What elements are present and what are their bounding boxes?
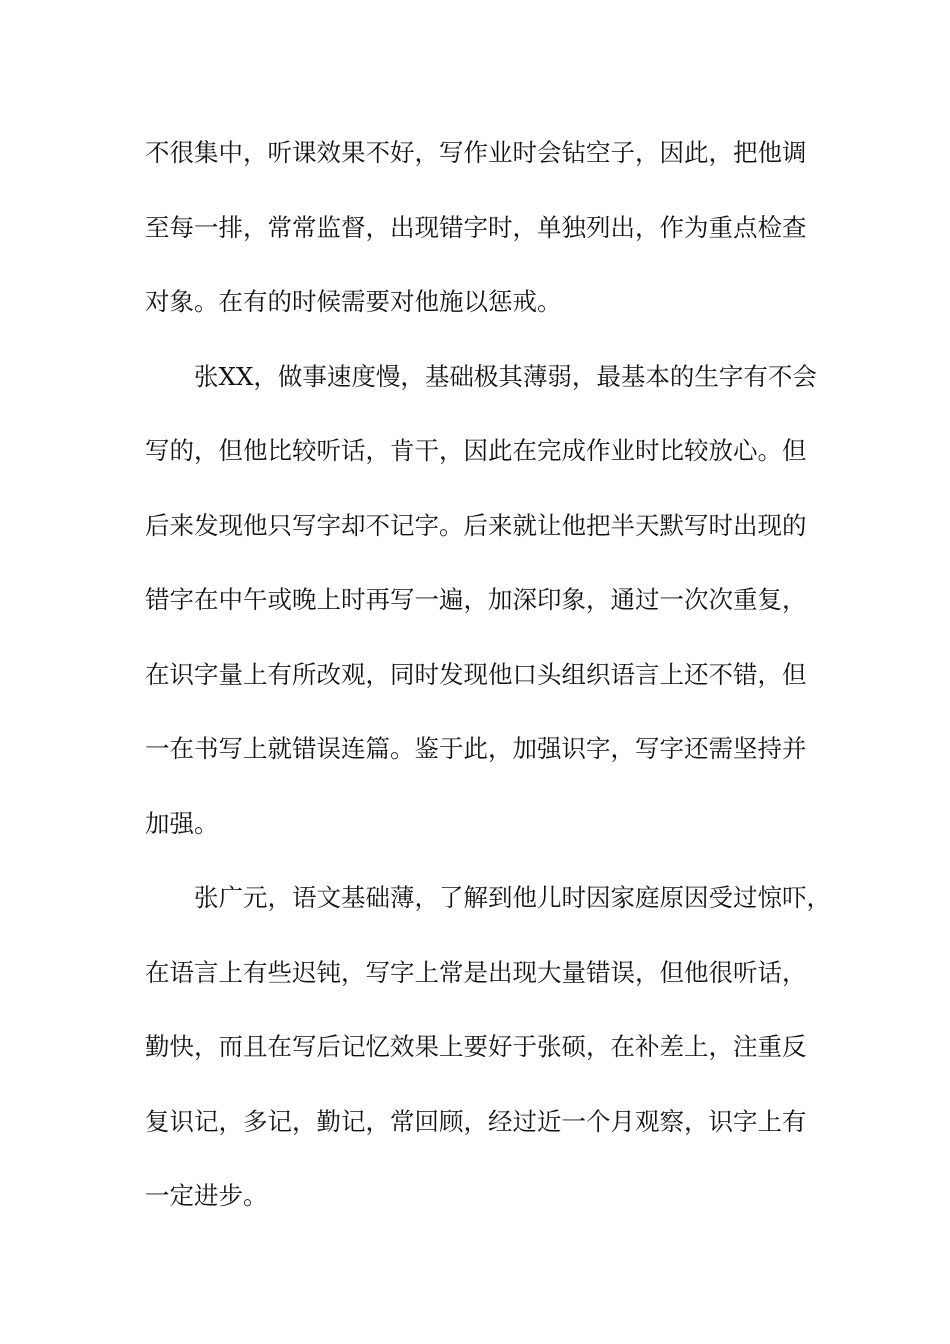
paragraph-1-line-2: 至每一排，常常监督，出现错字时，单独列出，作为重点检查 [145,212,807,242]
paragraph-1-line-1: 不很集中，听课效果不好，写作业时会钻空子，因此，把他调 [145,138,807,167]
document-body [145,127,831,1245]
paragraph-2-line-5: 在识字量上有所改观，同时发现他口头组织语言上还不错，但 [145,659,807,689]
paragraph-3-line-3: 勤快，而且在写后记忆效果上要好于张硕，在补差上，注重反 [145,1032,807,1061]
paragraph-3-line-5: 一定进步。 [145,1181,268,1210]
paragraph-2-line-2: 写的，但他比较听话，肯干，因此在完成作业时比较放心。但 [145,436,807,465]
paragraph-2-line-6: 一在书写上就错误连篇。鉴于此，加强识字，写字还需坚持并 [145,734,807,763]
paragraph-2-line-7: 加强。 [145,808,219,838]
paragraph-3-line-4: 复识记，多记，勤记，常回顾，经过近一个月观察，识字上有 [145,1106,807,1136]
paragraph-2-line-4: 错字在中午或晚上时再写一遍，加深印象，通过一次次重复， [145,585,807,614]
paragraph-3-line-2: 在语言上有些迟钝，写字上常是出现大量错误，但他很听话， [145,957,807,987]
paragraph-2-line-1: 张XX，做事速度慢，基础极其薄弱，最基本的生字有不会 [194,361,817,391]
paragraph-3-line-1: 张广元，语文基础薄，了解到他儿时因家庭原因受过惊吓， [194,883,831,912]
paragraph-1-line-3: 对象。在有的时候需要对他施以惩戒。 [145,287,562,316]
paragraph-2-line-3: 后来发现他只写字却不记字。后来就让他把半天默写时出现的 [145,510,807,540]
